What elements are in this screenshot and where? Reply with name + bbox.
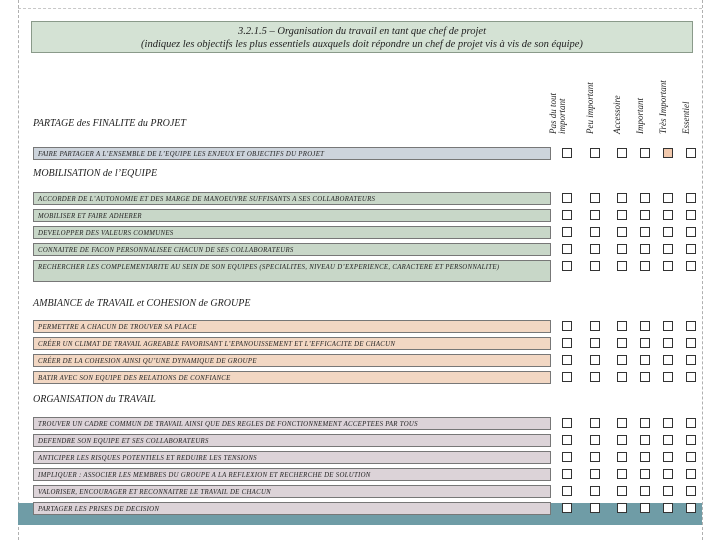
rating-checkbox[interactable] (663, 486, 673, 496)
rating-checkbox[interactable] (640, 469, 650, 479)
rating-checkbox[interactable] (562, 418, 572, 428)
rating-checkbox[interactable] (617, 503, 627, 513)
rating-checkbox[interactable] (663, 469, 673, 479)
criterion-item: CRÉER UN CLIMAT DE TRAVAIL AGREABLE FAVORISANT L’EPANOUISSEMENT ET L’EFFICACITE DE CHACUN (33, 337, 551, 350)
rating-checkbox[interactable] (562, 261, 572, 271)
rating-checkbox[interactable] (640, 210, 650, 220)
rating-checkbox[interactable] (562, 372, 572, 382)
criterion-item: BATIR AVEC SON EQUIPE DES RELATIONS DE CONFIANCE (33, 371, 551, 384)
rating-checkbox[interactable] (590, 372, 600, 382)
rating-checkbox[interactable] (686, 210, 696, 220)
criterion-item: IMPLIQUER : ASSOCIER LES MEMBRES DU GROUPE A LA REFLEXION ET RECHERCHE DE SOLUTION (33, 468, 551, 481)
criterion-item: PARTAGER LES PRISES DE DECISION (33, 502, 551, 515)
rating-checkbox[interactable] (686, 193, 696, 203)
rating-checkbox[interactable] (663, 244, 673, 254)
rating-checkbox[interactable] (617, 435, 627, 445)
rating-checkbox[interactable] (590, 244, 600, 254)
criterion-item: DEVELOPPER DES VALEURS COMMUNES (33, 226, 551, 239)
section-title: ORGANISATION du TRAVAIL (33, 394, 156, 405)
criterion-item: VALORISER, ENCOURAGER ET RECONNAITRE LE TRAVAIL DE CHACUN (33, 485, 551, 498)
criterion-item: ACCORDER DE L’AUTONOMIE ET DES MARGE DE MANOEUVRE SUFFISANTS A SES COLLABORATEURS (33, 192, 551, 205)
rating-checkbox[interactable] (640, 261, 650, 271)
rating-checkbox[interactable] (590, 338, 600, 348)
criterion-item: TROUVER UN CADRE COMMUN DE TRAVAIL AINSI QUE DES REGLES DE FONCTIONNEMENT ACCEPTEES PAR TOUS (33, 417, 551, 430)
rating-checkbox[interactable] (562, 227, 572, 237)
rating-checkbox[interactable] (663, 193, 673, 203)
rating-checkbox[interactable] (686, 486, 696, 496)
rating-checkbox[interactable] (617, 261, 627, 271)
rating-checkbox[interactable] (640, 418, 650, 428)
column-header (582, 58, 608, 134)
section-title: PARTAGE des FINALITE du PROJET (33, 118, 186, 129)
rating-checkbox[interactable] (617, 452, 627, 462)
rating-checkbox[interactable] (663, 148, 673, 158)
rating-checkbox[interactable] (617, 193, 627, 203)
criterion-item: DEFENDRE SON EQUIPE ET SES COLLABORATEURS (33, 434, 551, 447)
rating-checkbox[interactable] (663, 227, 673, 237)
rating-checkbox[interactable] (562, 469, 572, 479)
rating-checkbox[interactable] (562, 244, 572, 254)
rating-checkbox[interactable] (686, 227, 696, 237)
rating-checkbox[interactable] (640, 372, 650, 382)
rating-checkbox[interactable] (562, 355, 572, 365)
page-frame-top (18, 8, 702, 9)
rating-checkbox[interactable] (562, 148, 572, 158)
column-header (548, 58, 580, 134)
rating-checkbox[interactable] (640, 355, 650, 365)
page-frame-left (18, 0, 19, 540)
rating-checkbox[interactable] (640, 244, 650, 254)
rating-checkbox[interactable] (590, 193, 600, 203)
criterion-item: ANTICIPER LES RISQUES POTENTIELS ET REDUIRE LES TENSIONS (33, 451, 551, 464)
rating-checkbox[interactable] (640, 338, 650, 348)
rating-checkbox[interactable] (590, 486, 600, 496)
rating-checkbox[interactable] (590, 503, 600, 513)
rating-checkbox[interactable] (590, 210, 600, 220)
column-header-label: Important (635, 98, 645, 134)
rating-checkbox[interactable] (640, 435, 650, 445)
rating-checkbox[interactable] (617, 321, 627, 331)
criterion-item: CONNAITRE DE FACON PERSONNALISEE CHACUN DE SES COLLABORATEURS (33, 243, 551, 256)
rating-checkbox[interactable] (562, 193, 572, 203)
rating-checkbox[interactable] (617, 227, 627, 237)
rating-checkbox[interactable] (686, 503, 696, 513)
column-header-label: Très Important (658, 80, 668, 134)
rating-checkbox[interactable] (590, 435, 600, 445)
rating-checkbox[interactable] (663, 372, 673, 382)
rating-checkbox[interactable] (686, 469, 696, 479)
rating-checkbox[interactable] (562, 503, 572, 513)
criterion-item: MOBILISER ET FAIRE ADHERER (33, 209, 551, 222)
rating-checkbox[interactable] (562, 452, 572, 462)
column-header-label: Accessoire (612, 95, 622, 134)
rating-checkbox[interactable] (640, 148, 650, 158)
rating-checkbox[interactable] (617, 244, 627, 254)
column-header-label: Pas du tout important (548, 92, 567, 134)
column-header-label: Peu important (585, 82, 595, 134)
criterion-item: PERMETTRE A CHACUN DE TROUVER SA PLACE (33, 320, 551, 333)
criterion-item: RECHERCHER LES COMPLEMENTARITE AU SEIN DE SON EQUIPES (SPECIALITES, NIVEAU D’EXPERIENCE, CARACTERE ET PERSONNALITE) (33, 260, 551, 282)
rating-checkbox[interactable] (640, 193, 650, 203)
rating-checkbox[interactable] (663, 435, 673, 445)
rating-checkbox[interactable] (617, 469, 627, 479)
rating-checkbox[interactable] (590, 355, 600, 365)
title-line-2: (indiquez les objectifs les plus essentiels auxquels doit répondre un chef de projet vis à vis de son équipe) (141, 39, 583, 50)
rating-checkbox[interactable] (686, 435, 696, 445)
rating-checkbox[interactable] (640, 486, 650, 496)
rating-checkbox[interactable] (663, 503, 673, 513)
rating-checkbox[interactable] (686, 338, 696, 348)
criterion-item: CRÉER DE LA COHESION AINSI QU’UNE DYNAMIQUE DE GROUPE (33, 354, 551, 367)
rating-checkbox[interactable] (663, 261, 673, 271)
rating-checkbox[interactable] (640, 227, 650, 237)
rating-checkbox[interactable] (562, 338, 572, 348)
column-header-label: Essentiel (681, 101, 691, 134)
rating-checkbox[interactable] (663, 418, 673, 428)
rating-checkbox[interactable] (590, 469, 600, 479)
rating-checkbox[interactable] (640, 452, 650, 462)
rating-checkbox[interactable] (562, 321, 572, 331)
rating-checkbox[interactable] (663, 452, 673, 462)
rating-checkbox[interactable] (686, 244, 696, 254)
rating-checkbox[interactable] (562, 486, 572, 496)
rating-checkbox[interactable] (686, 148, 696, 158)
rating-checkbox[interactable] (686, 355, 696, 365)
rating-checkbox[interactable] (617, 355, 627, 365)
criterion-item: FAIRE PARTAGER A L’ENSEMBLE DE L’EQUIPE LES ENJEUX ET OBJECTIFS DU PROJET (33, 147, 551, 160)
rating-checkbox[interactable] (686, 418, 696, 428)
rating-checkbox[interactable] (590, 227, 600, 237)
rating-checkbox[interactable] (617, 418, 627, 428)
rating-checkbox[interactable] (640, 321, 650, 331)
page-title (31, 21, 693, 53)
rating-checkbox[interactable] (686, 452, 696, 462)
rating-checkbox[interactable] (617, 372, 627, 382)
rating-checkbox[interactable] (590, 261, 600, 271)
section-title: AMBIANCE de TRAVAIL et COHESION de GROUPE (33, 298, 251, 309)
rating-checkbox[interactable] (663, 321, 673, 331)
rating-checkbox[interactable] (663, 210, 673, 220)
rating-checkbox[interactable] (663, 355, 673, 365)
section-title: MOBILISATION de l’EQUIPE (33, 168, 158, 179)
rating-checkbox[interactable] (663, 338, 673, 348)
rating-checkbox[interactable] (590, 148, 600, 158)
title-line-1: 3.2.1.5 – Organisation du travail en tant que chef de projet (238, 26, 486, 37)
rating-checkbox[interactable] (617, 338, 627, 348)
rating-checkbox[interactable] (617, 210, 627, 220)
column-header (678, 58, 704, 134)
rating-checkbox[interactable] (590, 321, 600, 331)
rating-checkbox[interactable] (590, 452, 600, 462)
rating-checkbox[interactable] (590, 418, 600, 428)
rating-checkbox[interactable] (617, 148, 627, 158)
rating-checkbox[interactable] (686, 321, 696, 331)
rating-checkbox[interactable] (562, 210, 572, 220)
rating-checkbox[interactable] (686, 372, 696, 382)
rating-checkbox[interactable] (640, 503, 650, 513)
rating-checkbox[interactable] (686, 261, 696, 271)
rating-checkbox[interactable] (562, 435, 572, 445)
rating-checkbox[interactable] (617, 486, 627, 496)
